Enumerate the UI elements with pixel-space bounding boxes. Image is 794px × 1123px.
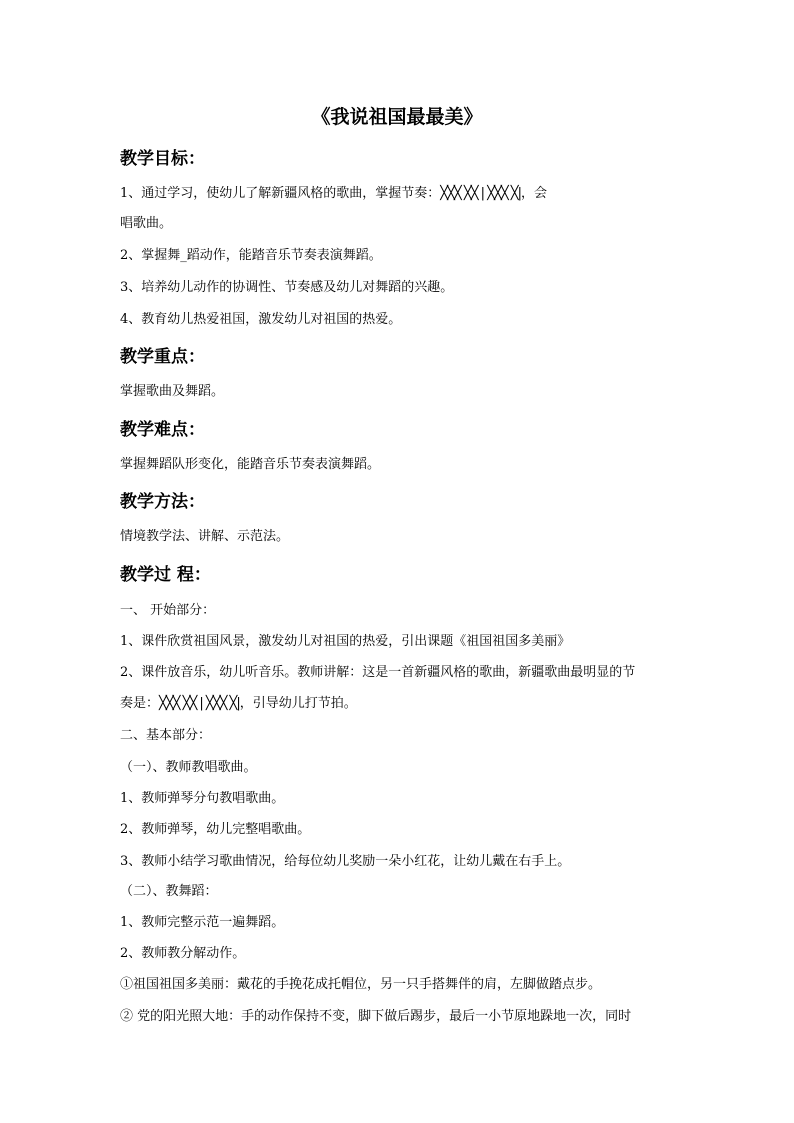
process-rhythm-suffix: ，引导幼儿打节拍。 [239, 696, 357, 711]
process-line: （一）、教师教唱歌曲。 [120, 760, 257, 775]
goal-item-1-continued: 唱歌曲。 [120, 216, 173, 231]
difficulties-heading: 教学难点： [120, 420, 205, 440]
process-line: 2、课件放音乐，幼儿听音乐。教师讲解：这是一首新疆风格的歌曲，新疆歌曲最明显的节 [120, 665, 636, 680]
methods-text: 情境教学法、讲解、示范法。 [120, 529, 290, 544]
process-line: 1、课件欣赏祖国风景，激发幼儿对祖国的热爱，引出课题《祖国祖国多美丽》 [120, 634, 571, 649]
goals-heading: 教学目标： [120, 149, 205, 169]
difficulties-text: 掌握舞蹈队形变化，能踏音乐节奏表演舞蹈。 [120, 457, 381, 472]
goal-item-1 [120, 184, 547, 204]
process-line: （二）、教舞蹈： [120, 884, 218, 899]
rhythm-notation: ╳╳╳ ╳╳ | ╳╳╳ ╳| [440, 186, 522, 201]
process-line [120, 694, 357, 714]
process-line: 一、 开始部分： [120, 603, 216, 618]
document-title: 《我说祖国最最美》 [311, 106, 483, 128]
process-line: 2、教师教分解动作。 [120, 946, 246, 961]
process-line: 1、教师弹琴分句教唱歌曲。 [120, 791, 285, 806]
goal-item-1-tail: ，会 [521, 186, 548, 201]
goal-item-2: 2、掌握舞_蹈动作，能踏音乐节奏表演舞蹈。 [120, 248, 382, 263]
goal-item-3: 3、培养幼儿动作的协调性、节奏感及幼儿对舞蹈的兴趣。 [120, 280, 454, 295]
process-heading: 教学过 程： [120, 565, 211, 585]
key-points-text: 掌握歌曲及舞蹈。 [120, 384, 225, 399]
goal-item-1-text: 1、通过学习，使幼儿了解新疆风格的歌曲，掌握节奏： [120, 186, 441, 201]
process-line: ② 党的阳光照大地：手的动作保持不变，脚下做后踢步，最后一小节原地跺地一次，同时 [120, 1009, 632, 1024]
process-line: 3、教师小结学习歌曲情况，给每位幼儿奖励一朵小红花，让幼儿戴在右手上。 [120, 854, 571, 869]
key-points-heading: 教学重点： [120, 347, 205, 367]
process-line: 二、基本部分： [120, 728, 212, 743]
goal-item-4: 4、教育幼儿热爱祖国，激发幼儿对祖国的热爱。 [120, 312, 402, 327]
process-rhythm-prefix: 奏是： [120, 696, 160, 711]
process-line: ①祖国祖国多美丽：戴花的手挽花成托帽位，另一只手搭舞伴的肩，左脚做踏点步。 [120, 977, 602, 992]
methods-heading: 教学方法： [120, 492, 205, 512]
process-line: 2、教师弹琴，幼儿完整唱歌曲。 [120, 822, 311, 837]
rhythm-notation: ╳╳╳ ╳╳ | ╳╳╳ ╳| [159, 696, 240, 711]
process-line: 1、教师完整示范一遍舞蹈。 [120, 915, 285, 930]
